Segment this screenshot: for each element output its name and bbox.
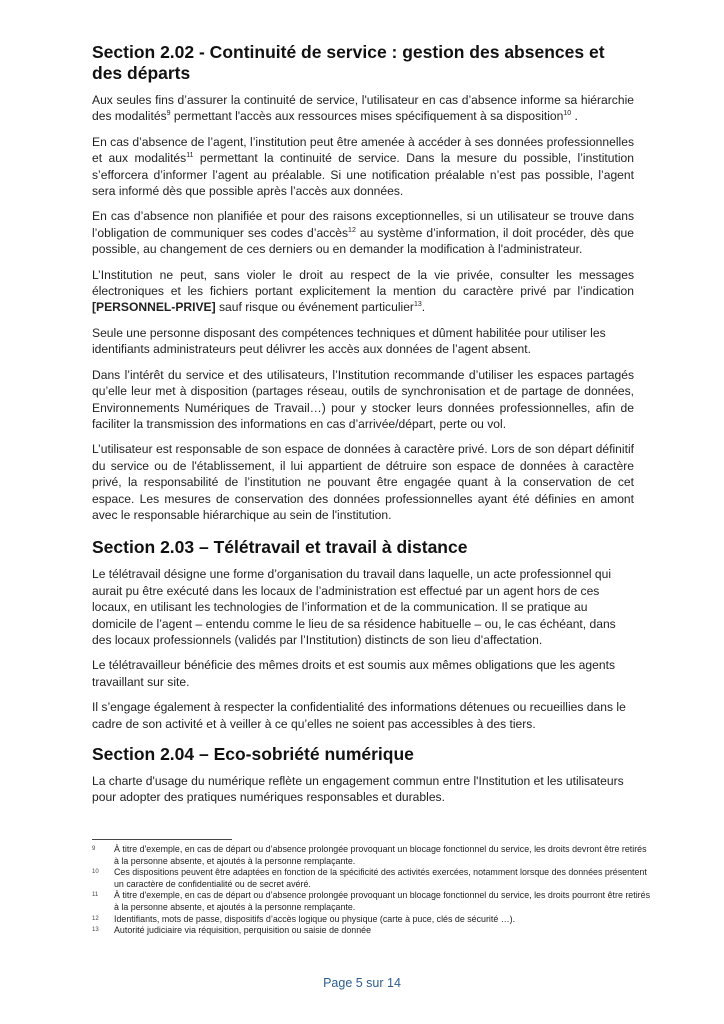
personnel-prive-tag: [PERSONNEL-PRIVE] [92, 300, 216, 315]
footnote-ref: 9 [166, 110, 171, 118]
paragraph: L’utilisateur est responsable de son espace de données à caractère privé. Lors de son départ définitif du service ou de l'établissement, il lui appartient de détruire son espace de données à caractère privé, la responsabilité de l’institution ne pouvant être engagée quant à la conservation de cet espace. Les mesures de conservation des données professionnelles ayant été définies en amont avec le responsable hiérarchique au sein de l'institution. [92, 442, 634, 522]
section-heading-2-02: Section 2.02 - Continuité de service : gestion des absences et des départs [92, 42, 605, 83]
footnote-13 [92, 925, 652, 937]
footnote-text: À titre d'exemple, en cas de départ ou d’absence prolongée provoquant un blocage fonctionnel du service, les droits devront être retirés à la personne absente, et ajoutés à la personne remplaçante. [114, 844, 647, 866]
paragraph: Il s’engage également à respecter la confidentialité des informations détenues ou recueillies dans le cadre de son activité et à veiller à ce qu’elles ne soient pas accessibles à des tiers. [92, 700, 626, 731]
footnote-ref: 13 [413, 301, 422, 309]
footnote-11 [92, 890, 652, 913]
section-heading-2-04: Section 2.04 – Eco-sobriété numérique [92, 744, 414, 764]
paragraph: Seule une personne disposant des compétences techniques et dûment habilitée pour utiliser les identifiants administrateurs peut délivrer les accès aux données de l’agent absent. [92, 325, 606, 357]
page-number: Page 5 sur 14 [323, 976, 401, 990]
footnote-number: 12 [92, 915, 99, 922]
paragraph: Le télétravailleur bénéficie des mêmes droits et est soumis aux mêmes obligations que les agents travaillant sur site. [92, 658, 615, 689]
footnote-text: Autorité judiciaire via réquisition, perquisition ou saisie de donnée [114, 925, 372, 936]
footnote-ref: 11 [186, 152, 194, 160]
footnote-number: 10 [92, 869, 99, 876]
document-page [92, 42, 634, 815]
footnote-9 [92, 844, 652, 867]
footnote-text: Identifiants, mots de passe, dispositifs d’accès logique ou physique (carte à puce, clés de sécurité …). [114, 913, 516, 924]
footnote-12 [92, 914, 652, 926]
footnote-text: Ces dispositions peuvent être adaptées en fonction de la spécificité des activités exercées, notamment lorsque des données présentent un caractère de confidentialité ou de secret avéré. [114, 867, 647, 889]
footnote-ref: 12 [348, 226, 356, 234]
footnote-10 [92, 867, 652, 890]
paragraph: La charte d'usage du numérique reflète un engagement commun entre l'Institution et les utilisateurs pour adopter des pratiques numériques responsables et durables. [92, 774, 624, 805]
paragraph: En cas d’absence non planifiée et pour des raisons exceptionnelles, si un utilisateur se trouve dans l’obligation de communiquer ses codes d’accès$^{12}$ au système d’information, il doit procéder, dès que possible, au changement de ces derniers ou en demander la modification à l'administrateur. [92, 209, 635, 257]
footnote-ref: 10 [563, 110, 572, 118]
footnote-separator [92, 839, 232, 840]
footnote-number: 11 [92, 892, 99, 899]
paragraph: Aux seules fins d’assurer la continuité de service, l'utilisateur en cas d’absence informe sa hiérarchie des modalités$^9$ permettant l'accès aux ressources mises spécifiquement à sa disposition$^{10}$ . [92, 93, 634, 124]
paragraph: En cas d’absence de l’agent, l’institution peut être amenée à accéder à ses données professionnelles et aux modalités$^{11}$ permettant la continuité de service. Dans la mesure du possible, l’institution s’efforcera d’informer l’agent au préalable. Si une notification préalable n’est pas possible, l’agent sera informé dès que possible après l’accès aux données. [92, 134, 634, 199]
paragraph: Le télétravail désigne une forme d’organisation du travail dans laquelle, un acte professionnel qui aurait pu être exécuté dans les locaux de l’administration est effectué par un agent hors de ces locaux, en utilisant les technologies de l’information et de la communication. Il se pratique au domicile de l’agent – entendu comme le lieu de sa résidence habituelle – ou, le cas échéant, dans des locaux professionnels (validés par l’Institution) distincts de son lieu d’affectation. [92, 567, 616, 647]
footnote-number: 9 [92, 846, 96, 852]
paragraph: L’Institution ne peut, sans violer le droit au respect de la vie privée, consulter les messages électroniques et les fichiers portant explicitement la mention du caractère privé par l’indication [PERSONNEL-PRIVE] sauf risque ou événement particulier$^{13}$. [92, 267, 634, 315]
paragraph: Dans l’intérêt du service et des utilisateurs, l’Institution recommande d’utiliser les espaces partagés qu’elle leur met à disposition (partages réseau, outils de synchronisation et de partage de données, Environnements Numériques de Travail…) pour y stocker leurs données professionnelles, afin de faciliter la transmission des informations en cas d’arrivée/départ, perte ou vol. [92, 367, 634, 431]
footnotes [92, 844, 652, 937]
footnote-text: À titre d'exemple, en cas de départ ou d’absence prolongée provoquant un blocage fonctionnel du service, les droits pourront être retirés à la personne absente, et ajoutés à la personne remplaçante. [114, 890, 651, 912]
section-heading-2-03: Section 2.03 – Télétravail et travail à distance [92, 537, 468, 558]
footnote-number: 13 [92, 927, 99, 934]
